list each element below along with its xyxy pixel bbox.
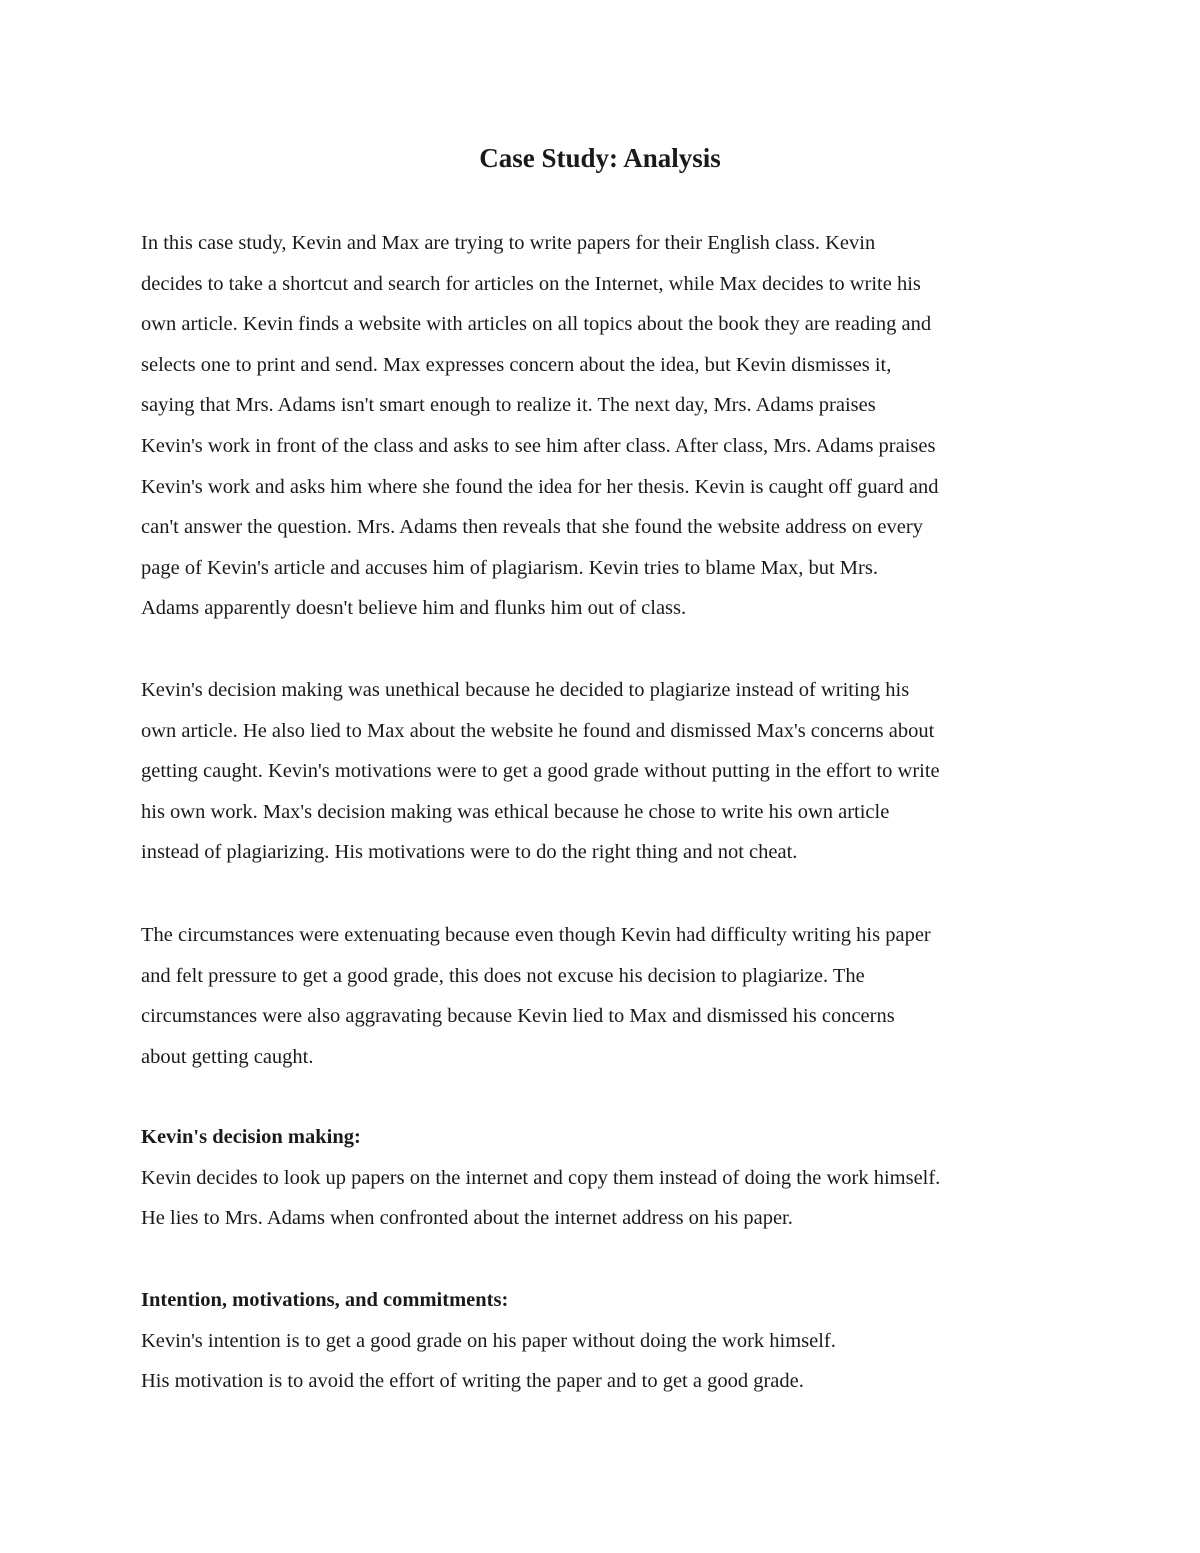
text-line: Adams apparently doesn't believe him and flunks him out of class. [141,597,687,620]
text-line: saying that Mrs. Adams isn't smart enough to realize it. The next day, Mrs. Adams praises [141,394,876,417]
text-line: page of Kevin's article and accuses him of plagiarism. Kevin tries to blame Max, but Mrs. [141,556,878,579]
text-line: In this case study, Kevin and Max are trying to write papers for their English class. Kevin [141,232,876,254]
paragraph-circumstances [141,915,1066,1077]
text-line: circumstances were also aggravating because Kevin lied to Max and dismissed his concerns [141,1005,895,1028]
text-line: His motivation is to avoid the effort of writing the paper and to get a good grade. [141,1370,804,1393]
text-line: about getting caught. [141,1045,314,1068]
text-line: selects one to print and send. Max expresses concern about the idea, but Kevin dismisses it, [141,353,892,376]
paragraph-decision-analysis [141,670,1066,873]
section-intentions [141,1280,1066,1402]
text-line: decides to take a shortcut and search for articles on the Internet, while Max decides to write his [141,272,921,295]
section-heading: Kevin's decision making: [141,1126,361,1148]
text-line: Kevin's work in front of the class and asks to see him after class. After class, Mrs. Adams praises [141,434,936,457]
text-line: and felt pressure to get a good grade, this does not excuse his decision to plagiarize. The [141,964,865,987]
text-line: getting caught. Kevin's motivations were to get a good grade without putting in the effort to write [141,760,940,783]
document-title: Case Study: Analysis [479,143,721,173]
text-line: can't answer the question. Mrs. Adams then reveals that she found the website address on every [141,516,923,539]
text-line: own article. He also lied to Max about the website he found and dismissed Max's concerns about [141,719,935,742]
paragraph-summary [141,223,1066,629]
section-decision-making [141,1117,1066,1239]
text-line: Kevin's decision making was unethical because he decided to plagiarize instead of writing his [141,679,910,701]
text-line: instead of plagiarizing. His motivations were to do the right thing and not cheat. [141,841,798,864]
text-line: his own work. Max's decision making was ethical because he chose to write his own article [141,800,890,823]
text-line: He lies to Mrs. Adams when confronted about the internet address on his paper. [141,1207,793,1230]
text-line: Kevin's work and asks him where she found the idea for her thesis. Kevin is caught off guard and [141,475,939,498]
text-line: The circumstances were extenuating because even though Kevin had difficulty writing his paper [141,924,931,946]
text-line: own article. Kevin finds a website with articles on all topics about the book they are reading and [141,313,932,336]
text-line: Kevin's intention is to get a good grade on his paper without doing the work himself. [141,1329,836,1352]
section-heading: Intention, motivations, and commitments: [141,1289,509,1311]
text-line: Kevin decides to look up papers on the internet and copy them instead of doing the work himself. [141,1166,941,1189]
